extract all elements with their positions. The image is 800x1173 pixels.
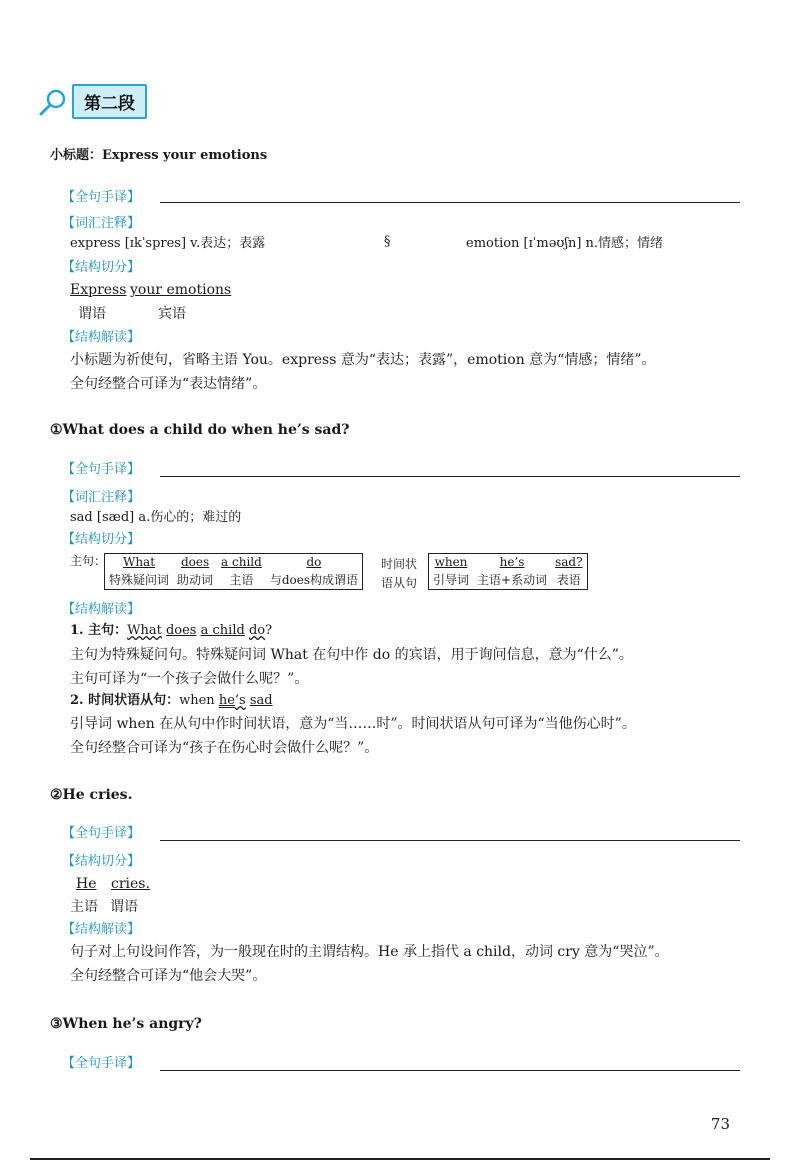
tag-full-translation: 【全句手译】	[62, 462, 141, 477]
sentence-heading: ③When he’s angry?	[50, 1016, 202, 1032]
segment-role: 宾语	[158, 306, 186, 322]
analysis-text: 主句可译为“一个孩子会做什么呢？”。	[70, 671, 309, 687]
magnifier-icon	[38, 87, 68, 117]
tag-segment: 【结构切分】	[62, 532, 141, 547]
segment-word: He	[76, 876, 97, 892]
segment-role: 谓语	[78, 306, 106, 322]
role: 主语	[229, 573, 254, 587]
role: 主语+系动词	[477, 573, 548, 587]
segment-role: 谓语	[110, 899, 138, 915]
vocab-sad: sad [sæd] a.伤心的；难过的	[70, 510, 242, 525]
tag-vocab: 【词汇注释】	[62, 490, 141, 505]
page-number: 73	[710, 1115, 730, 1133]
vocab-express: express [ɪkˈspres] v.表达；表露	[70, 236, 266, 251]
tag-full-translation: 【全句手译】	[62, 190, 141, 205]
main-clause-table	[104, 553, 363, 590]
word: What	[122, 555, 156, 569]
tag-full-translation: 【全句手译】	[62, 826, 141, 841]
analysis-text: 全句经整合可译为“表达情绪”。	[70, 376, 267, 392]
word: a child	[221, 555, 262, 569]
answer-line[interactable]	[160, 840, 740, 841]
analysis-text: 引导词 when 在从句中作时间状语，意为“当……时”。时间状语从句可译为“当他伤心时”。	[70, 716, 636, 732]
footer-rule	[30, 1158, 770, 1160]
tag-full-translation: 【全句手译】	[62, 1056, 141, 1071]
tag-vocab: 【词汇注释】	[62, 216, 141, 231]
role: 与does构成谓语	[269, 573, 358, 587]
divider-icon: §	[384, 234, 391, 249]
analysis-text: 全句经整合可译为“他会大哭”。	[70, 968, 267, 984]
analysis-text: 小标题为祈使句，省略主语 You。express 意为“表达；表露”，emotion 意为“情感；情绪”。	[70, 352, 656, 368]
segment-word: your emotions	[130, 282, 232, 298]
role: 引导词	[433, 573, 470, 587]
word: sad?	[555, 555, 583, 569]
word: do	[306, 555, 322, 569]
tag-analysis: 【结构解读】	[62, 922, 141, 937]
answer-line[interactable]	[160, 1070, 740, 1071]
point-1: 1. 主句：What does a child do?	[70, 623, 273, 638]
word: does	[180, 555, 210, 569]
answer-line[interactable]	[160, 202, 740, 203]
analysis-text: 主句为特殊疑问句。特殊疑问词 What 在句中作 do 的宾语，用于询问信息，意为“什么”。	[70, 647, 633, 663]
analysis-text: 全句经整合可译为“孩子在伤心时会做什么呢？”。	[70, 740, 379, 756]
sentence-heading: ②He cries.	[50, 787, 133, 803]
section-banner	[38, 84, 147, 119]
main-clause-label: 主句：	[70, 554, 107, 568]
role: 表语	[556, 573, 581, 587]
clause-label: 时间状 语从句	[381, 557, 418, 590]
subtitle-heading: 小标题：Express your emotions	[50, 148, 268, 163]
tag-analysis: 【结构解读】	[62, 330, 141, 345]
analysis-text: 句子对上句设问作答，为一般现在时的主谓结构。He 承上指代 a child，动词 cry 意为“哭泣”。	[70, 944, 669, 960]
tag-segment: 【结构切分】	[62, 854, 141, 869]
word: when	[434, 555, 468, 569]
tag-analysis: 【结构解读】	[62, 602, 141, 617]
tag-segment: 【结构切分】	[62, 260, 141, 275]
segment-word: cries.	[111, 876, 150, 892]
segment-word: Express	[70, 282, 127, 298]
role: 助动词	[177, 573, 214, 587]
section-title: 第二段	[72, 84, 147, 119]
sentence-heading: ①What does a child do when he’s sad?	[50, 422, 350, 438]
word: he’s	[499, 555, 525, 569]
segment-role: 主语	[70, 899, 98, 915]
vocab-emotion: emotion [ɪˈməʊʃn] n.情感；情绪	[466, 236, 664, 251]
point-2: 2. 时间状语从句：when he’s sad	[70, 693, 273, 708]
clause-table	[428, 553, 588, 590]
role: 特殊疑问词	[109, 573, 170, 587]
answer-line[interactable]	[160, 476, 740, 477]
